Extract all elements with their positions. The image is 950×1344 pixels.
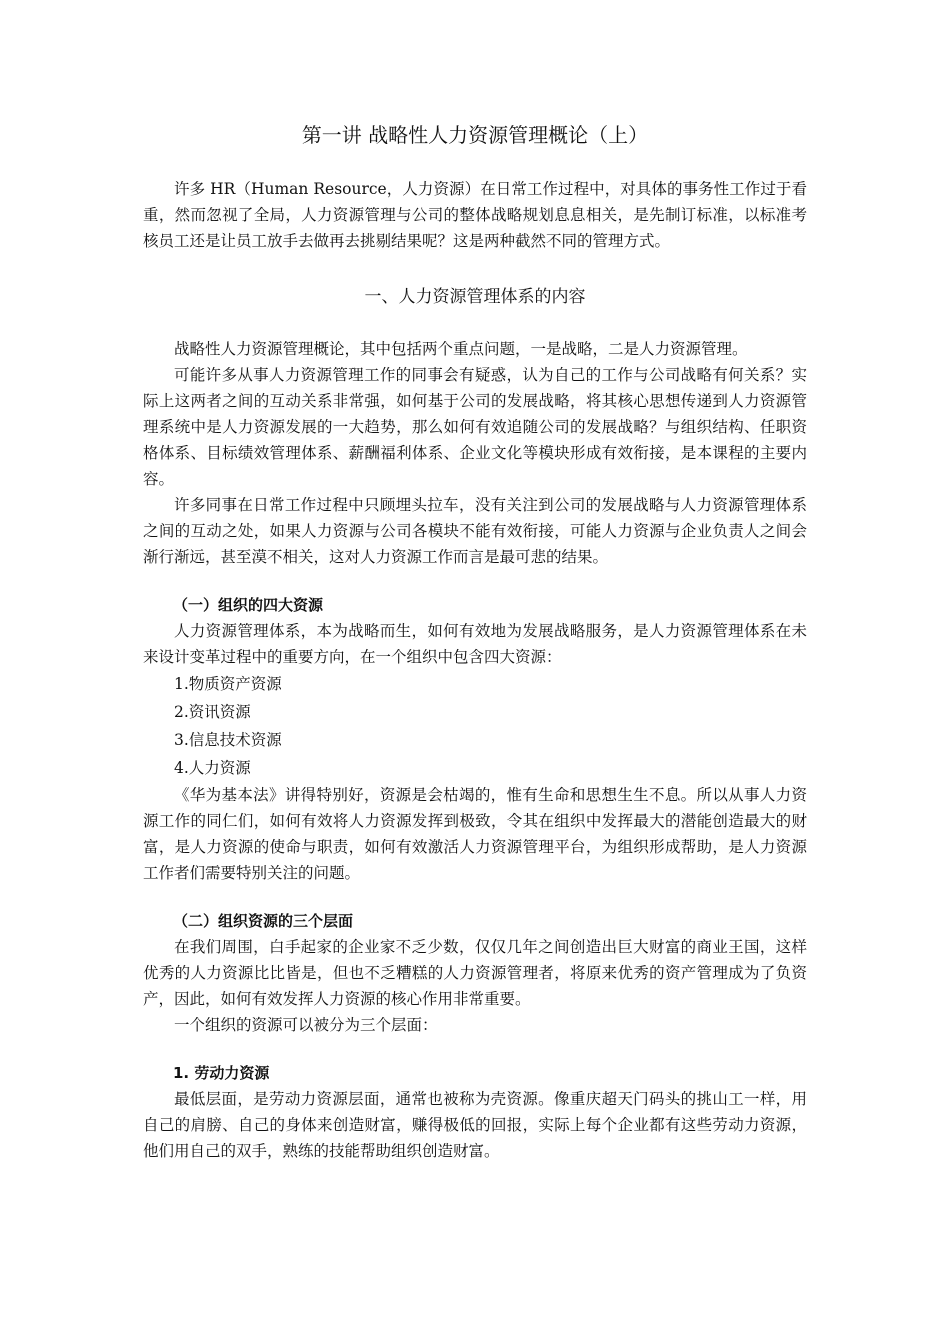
body-paragraph: 一个组织的资源可以被分为三个层面：	[174, 1016, 438, 1034]
body-paragraph: 人力资源管理体系，本为战略而生，如何有效地为发展战略服务，是人力资源管理体系在未来设计变革过程中的重要方向，在一个组织中包含四大资源：	[143, 622, 807, 666]
body-paragraph: 许多同事在日常工作过程中只顾埋头拉车，没有关注到公司的发展战略与人力资源管理体系之间的互动之处，如果人力资源与公司各模块不能有效衔接，可能人力资源与企业负责人之间会渐行渐远，甚至漠不相关，这对人力资源工作而言是最可悲的结果。	[143, 496, 807, 566]
body-paragraph: 可能许多从事人力资源管理工作的同事会有疑惑，认为自己的工作与公司战略有何关系？实际上这两者之间的互动关系非常强，如何基于公司的发展战略，将其核心思想传递到人力资源管理系统中是人力资源发展的一大趋势，那么如何有效追随公司的发展战略？与组织结构、任职资格体系、目标绩效管理体系、薪酬福利体系、企业文化等模块形成有效衔接，是本课程的主要内容。	[143, 366, 807, 488]
body-paragraph: 在我们周围，白手起家的企业家不乏少数，仅仅几年之间创造出巨大财富的商业王国，这样优秀的人力资源比比皆是，但也不乏糟糕的人力资源管理者，将原来优秀的资产管理成为了负资产，因此，如何有效发挥人力资源的核心作用非常重要。	[143, 938, 807, 1008]
list-item: 1.物质资产资源	[174, 675, 282, 693]
subsection-heading: （一）组织的四大资源	[173, 596, 324, 614]
subsection-heading: 1. 劳动力资源	[173, 1064, 270, 1082]
body-paragraph: 《华为基本法》讲得特别好，资源是会枯竭的，惟有生命和思想生生不息。所以从事人力资源工作的同仁们，如何有效将人力资源发挥到极致，令其在组织中发挥最大的潜能创造最大的财富，是人力资源的使命与职责，如何有效激活人力资源管理平台，为组织形成帮助，是人力资源工作者们需要特别关注的问题。	[143, 786, 807, 882]
list-item: 4.人力资源	[174, 759, 251, 777]
list-item: 3.信息技术资源	[174, 731, 282, 749]
page-title: 第一讲 战略性人力资源管理概论（上）	[301, 123, 649, 147]
section-heading: 一、人力资源管理体系的内容	[364, 287, 586, 307]
list-item: 2.资讯资源	[174, 703, 251, 721]
subsection-heading: （二）组织资源的三个层面	[173, 912, 354, 930]
body-paragraph: 战略性人力资源管理概论，其中包括两个重点问题，一是战略，二是人力资源管理。	[174, 340, 748, 358]
intro-paragraph: 许多 HR（Human Resource，人力资源）在日常工作过程中，对具体的事务性工作过于看重，然而忽视了全局，人力资源管理与公司的整体战略规划息息相关，是先制订标准，以标准考核员工还是让员工放手去做再去挑剔结果呢？这是两种截然不同的管理方式。	[143, 180, 807, 250]
body-paragraph: 最低层面，是劳动力资源层面，通常也被称为壳资源。像重庆超天门码头的挑山工一样，用自己的肩膀、自己的身体来创造财富，赚得极低的回报，实际上每个企业都有这些劳动力资源，他们用自己的双手，熟练的技能帮助组织创造财富。	[143, 1090, 807, 1160]
